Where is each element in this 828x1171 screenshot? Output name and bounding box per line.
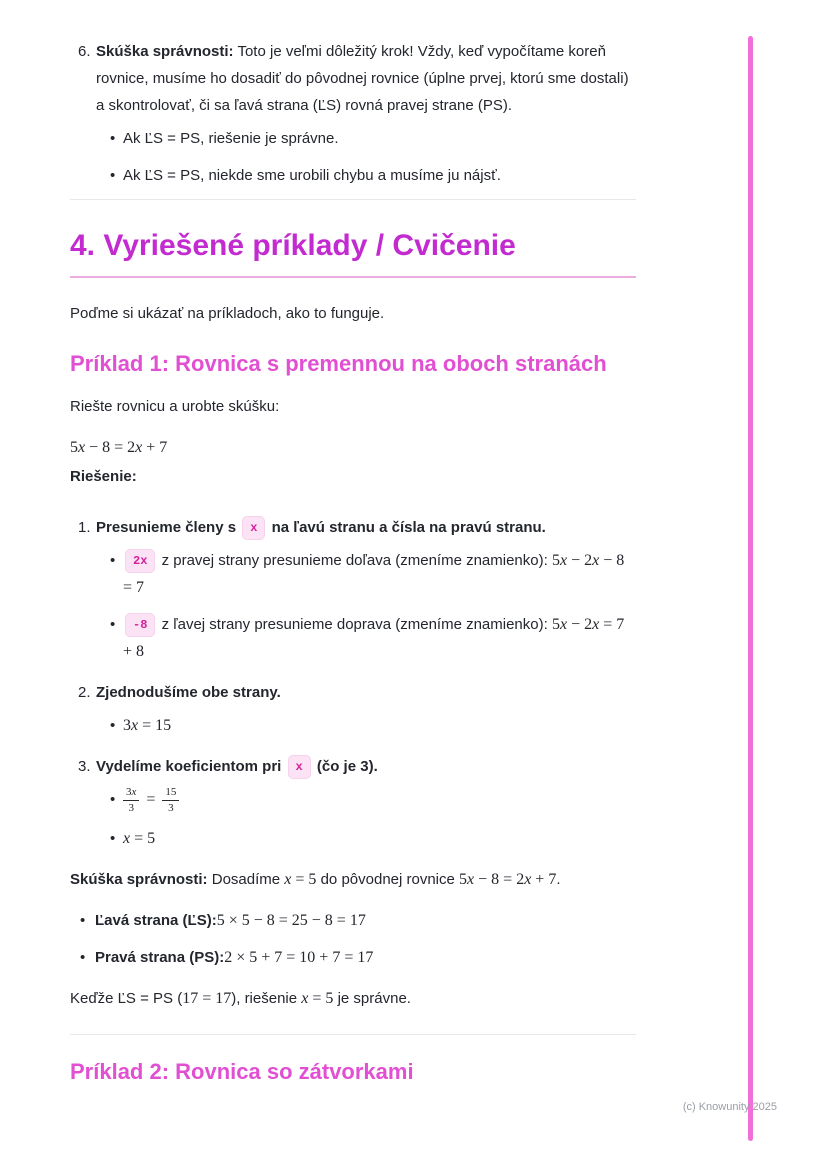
- bold-label: Pravá strana (PS):: [95, 949, 225, 966]
- fraction-expression: [123, 786, 179, 814]
- task-paragraph: Riešte rovnicu a urobte skúšku:: [70, 398, 280, 415]
- solution-steps: [70, 514, 636, 852]
- fraction-bullet: [123, 786, 636, 815]
- fraction-stack: [162, 786, 179, 815]
- page-edge-accent-bar: [748, 36, 753, 1141]
- inline-code-chip: x: [288, 755, 311, 779]
- list-item-body: [96, 679, 636, 739]
- fraction-denominator: 3: [128, 802, 134, 814]
- list-number: 2.: [78, 684, 91, 701]
- step-text: (čo je 3).: [316, 758, 378, 775]
- section-divider: [70, 1034, 636, 1035]
- section-heading: 4. Vyriešené príklady / Cvičenie: [70, 228, 636, 278]
- list-number: 6.: [78, 43, 91, 60]
- list-number: 3.: [78, 758, 91, 775]
- right-side-bullet: [95, 944, 636, 971]
- step-text: Zjednodušíme obe strany.: [96, 684, 281, 701]
- inline-code-chip: x: [242, 516, 265, 540]
- solution-label: Riešenie:: [70, 468, 137, 485]
- ordered-item-6: [78, 38, 636, 189]
- bullet-list: [96, 547, 636, 665]
- fraction-denominator: 3: [168, 802, 174, 814]
- list-item-body: [96, 753, 636, 852]
- left-side-bullet: [95, 907, 636, 934]
- bullet-item: [123, 825, 636, 852]
- step-title: [96, 679, 636, 706]
- check-text: .: [556, 871, 561, 888]
- equation-display: 5x − 8 = 2x + 7: [70, 439, 168, 456]
- paragraph-text: Toto je veľmi dôležitý krok! Vždy, keď vypočítame koreň rovnice, musíme ho dosadiť do pôvodnej rovnice (úplne prvej, ktorú sme dostali) a skontrolovať, či sa ľavá strana (ĽS) rovná pravej strane (PS).: [96, 43, 629, 114]
- list-item-body: [96, 38, 636, 189]
- conclusion-text: ), riešenie: [231, 990, 298, 1007]
- bold-label: Skúška správnosti:: [96, 43, 234, 60]
- math-expression: 2 × 5 + 7 = 10 + 7 = 17: [224, 949, 374, 966]
- check-text: do pôvodnej rovnice: [320, 871, 455, 888]
- check-bullet-list: [70, 907, 636, 971]
- step-1: [78, 514, 636, 665]
- bullet-item: [123, 712, 636, 739]
- conclusion-paragraph: [70, 985, 636, 1012]
- section-divider: [70, 199, 636, 200]
- math-expression: 5x − 2x = 7 + 8: [123, 616, 625, 660]
- step-text: Presunieme členy s: [96, 519, 237, 536]
- document-content: [70, 38, 636, 1085]
- copyright-notice: (c) Knowunity 2025: [682, 1101, 777, 1113]
- bullet-list: [96, 786, 636, 852]
- bullet-item: [123, 547, 636, 601]
- list-item-body: [96, 514, 636, 665]
- inline-code-chip: -8: [125, 613, 155, 637]
- step-title: [96, 514, 636, 541]
- fraction-numerator: • 3x: [123, 786, 139, 801]
- bold-label: Skúška správnosti:: [70, 871, 208, 888]
- equals-sign: =: [146, 791, 156, 809]
- bullet-item: [123, 611, 636, 665]
- step-text: Vydelíme koeficientom pri: [96, 758, 282, 775]
- step-text: na ľavú stranu a čísla na pravú stranu.: [271, 519, 546, 536]
- step-3: [78, 753, 636, 852]
- math-expression: x = 5: [123, 830, 156, 847]
- bullet-list: [96, 125, 636, 189]
- bullet-text: z pravej strany presunieme doľava (zmeníme znamienko):: [161, 552, 548, 569]
- check-text: Dosadíme: [211, 871, 281, 888]
- paragraph: [96, 38, 636, 119]
- math-expression: 5 × 5 − 8 = 25 − 8 = 17: [216, 912, 366, 929]
- bullet-text: z ľavej strany presunieme doprava (zmeníme znamienko):: [161, 616, 548, 633]
- conclusion-text: Keďže ĽS = PS (: [70, 990, 183, 1007]
- bullet-list: [96, 712, 636, 739]
- inline-code-chip: 2x: [125, 549, 155, 573]
- step-title: [96, 753, 636, 780]
- bold-label: Ľavá strana (ĽS):: [95, 912, 217, 929]
- math-expression: x = 5: [284, 871, 317, 888]
- math-expression: 5x − 8 = 2x + 7: [459, 871, 557, 888]
- math-expression: 17 = 17: [182, 990, 232, 1007]
- list-number: 1.: [78, 519, 91, 536]
- math-expression: 5x − 2x − 8 = 7: [123, 552, 625, 596]
- intro-paragraph: Poďme si ukázať na príkladoch, ako to funguje.: [70, 305, 385, 322]
- example1-heading: Príklad 1: Rovnica s premennou na oboch stranách: [70, 351, 607, 376]
- example2-heading: Príklad 2: Rovnica so zátvorkami: [70, 1059, 414, 1084]
- fraction-numerator: 15: [162, 786, 179, 801]
- fraction-stack: [123, 786, 139, 815]
- conclusion-text: je správne.: [337, 990, 411, 1007]
- math-expression: x = 5: [301, 990, 334, 1007]
- math-expression: 3x = 15: [123, 717, 172, 734]
- step-2: [78, 679, 636, 739]
- bullet-item: • Ak ĽS = PS, niekde sme urobili chybu a musíme ju nájsť.: [123, 162, 636, 189]
- bullet-item: • Ak ĽS = PS, riešenie je správne.: [123, 125, 636, 152]
- check-paragraph: [70, 866, 636, 893]
